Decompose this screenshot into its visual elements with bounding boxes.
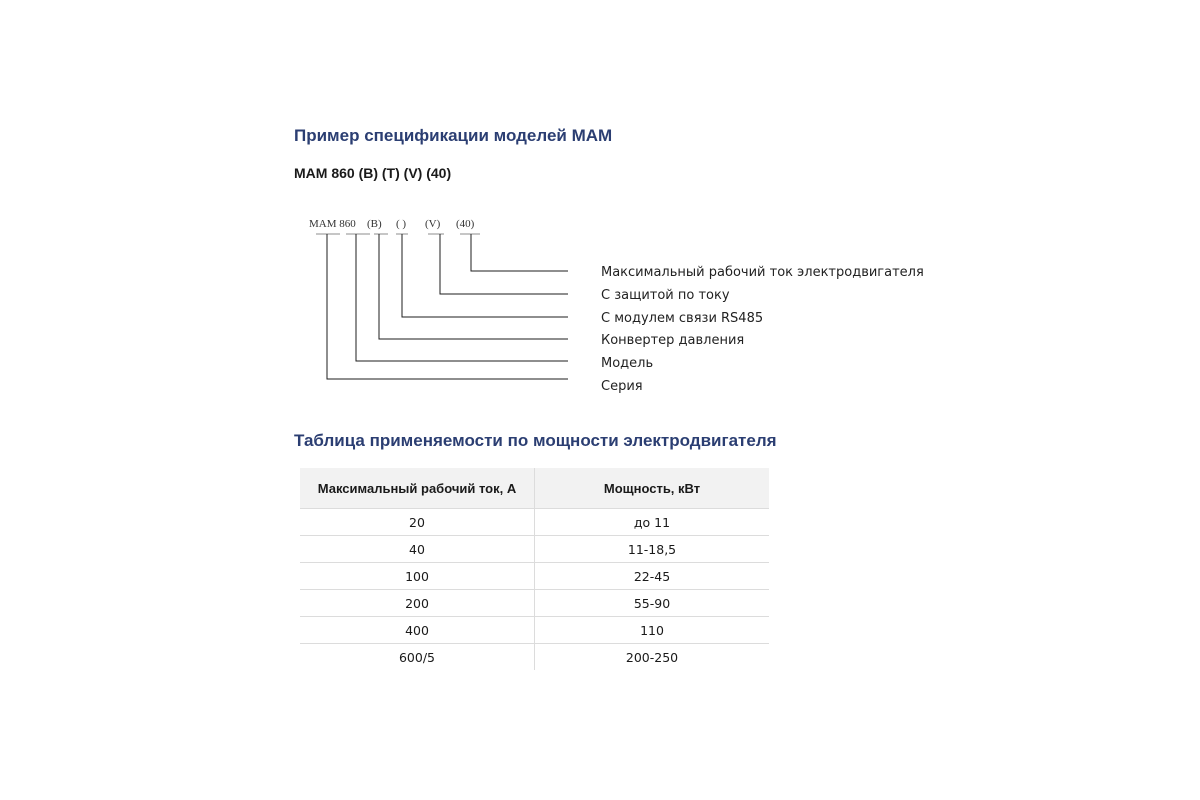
diagram-label-pressure-converter: Конвертер давления <box>601 333 745 348</box>
column-header-max-current: Максимальный рабочий ток, А <box>300 468 535 509</box>
cell-power: 110 <box>535 617 770 644</box>
diagram-label-model: Модель <box>601 356 654 371</box>
power-table-title: Таблица применяемости по мощности электродвигателя <box>294 431 777 450</box>
diagram-code-40: (40) <box>456 218 475 230</box>
table-header-row <box>300 468 769 509</box>
cell-current: 600/5 <box>300 644 535 671</box>
spec-title: Пример спецификации моделей МАМ <box>294 126 613 145</box>
diagram-code-series-model: MAM 860 <box>309 218 356 230</box>
diagram-label-current-protection: С защитой по току <box>601 288 730 303</box>
model-code: МАМ 860 (B) (T) (V) (40) <box>294 165 452 181</box>
cell-current: 40 <box>300 536 535 563</box>
cell-power: 55-90 <box>535 590 770 617</box>
diagram-label-series: Серия <box>601 379 643 394</box>
cell-current: 200 <box>300 590 535 617</box>
table-row <box>300 617 769 644</box>
power-applicability-table <box>300 468 769 670</box>
diagram-label-rs485: С модулем связи RS485 <box>601 311 764 326</box>
cell-power: 22-45 <box>535 563 770 590</box>
cell-power: до 11 <box>535 509 770 536</box>
table-row <box>300 590 769 617</box>
cell-current: 100 <box>300 563 535 590</box>
diagram-code-v: (V) <box>425 218 441 230</box>
diagram-code-b: (B) <box>367 218 382 230</box>
table-row <box>300 644 769 671</box>
diagram-code-t: ( ) <box>396 218 407 230</box>
diagram-leader-lines <box>327 234 568 379</box>
cell-current: 400 <box>300 617 535 644</box>
diagram-label-max-current: Максимальный рабочий ток электродвигателя <box>601 265 924 280</box>
cell-power: 11-18,5 <box>535 536 770 563</box>
table-row <box>300 563 769 590</box>
table-row <box>300 536 769 563</box>
table-row <box>300 509 769 536</box>
column-header-power: Мощность, кВт <box>535 468 770 509</box>
cell-power: 200-250 <box>625 649 679 665</box>
cell-current: 20 <box>300 509 535 536</box>
